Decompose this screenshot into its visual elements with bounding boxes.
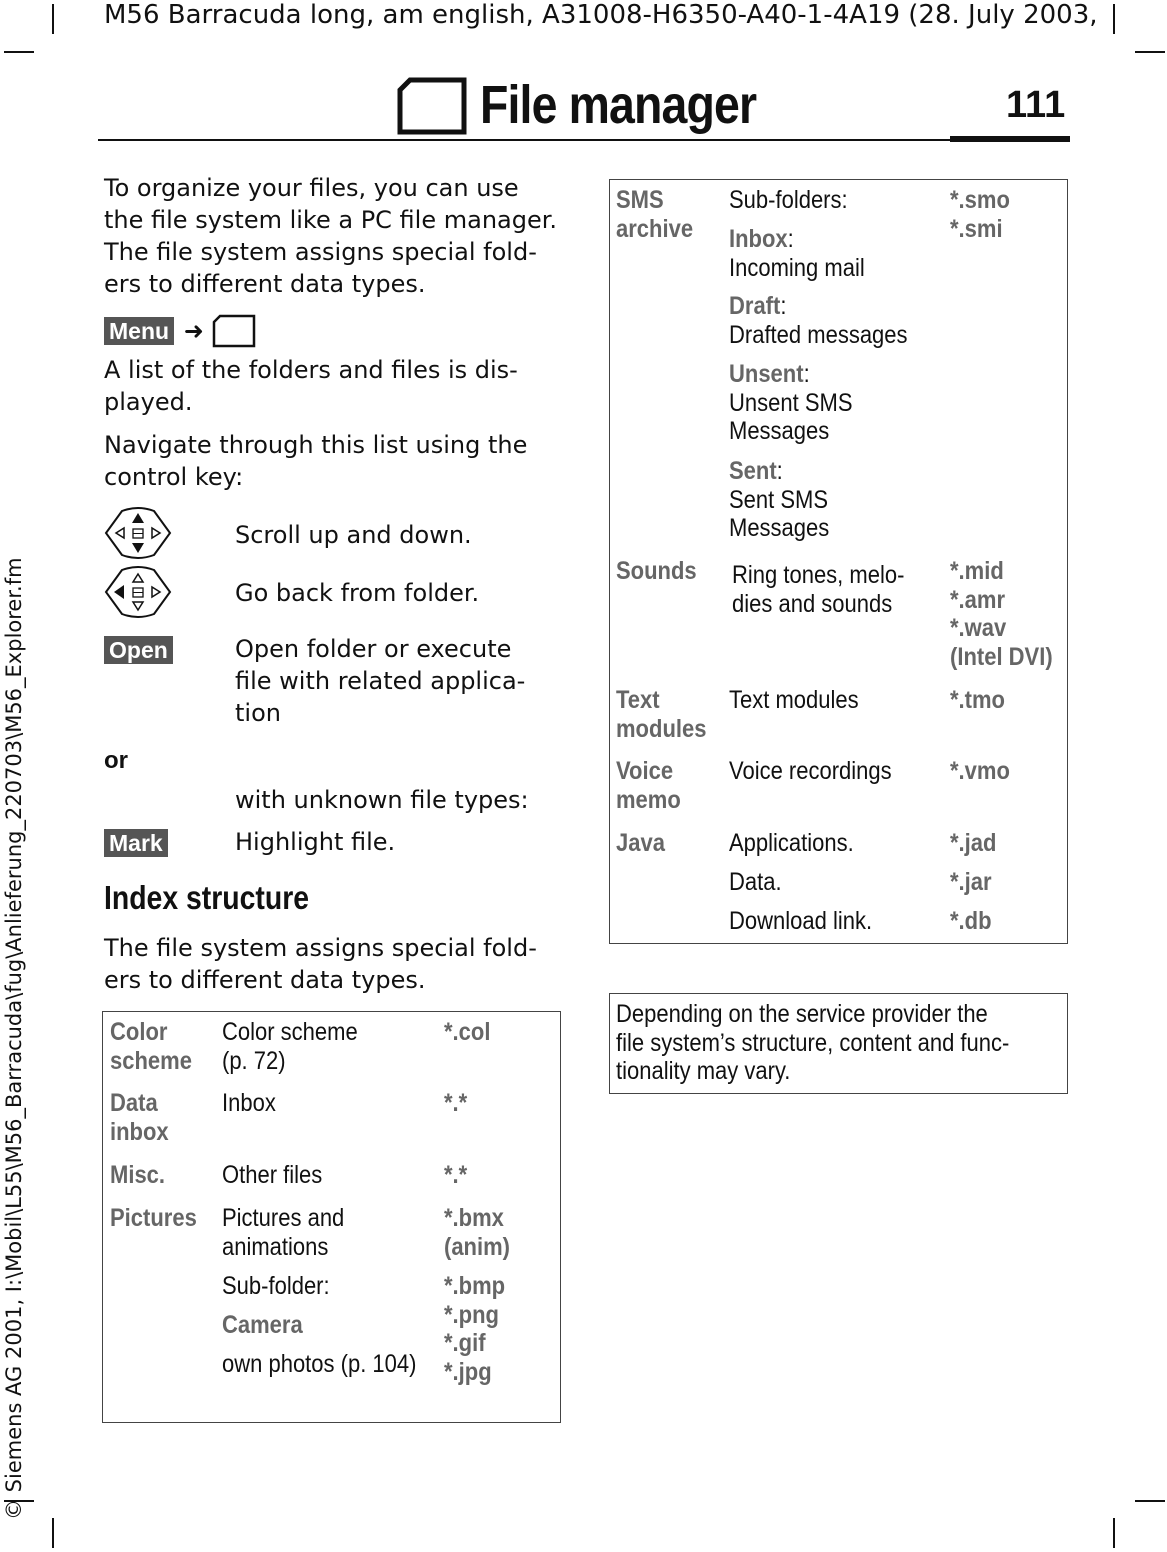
mark-description: Highlight file. <box>235 828 396 856</box>
ext-java-jar: *.jar <box>950 868 992 896</box>
arrow-icon: ➜ <box>183 317 204 345</box>
mark-key[interactable]: Mark <box>104 829 168 857</box>
desc-misc: Other files <box>222 1161 323 1189</box>
ext-pictures: *.bmx (anim) <box>444 1204 510 1261</box>
category-color-scheme: Color scheme <box>110 1018 192 1075</box>
folder-small-icon <box>211 313 257 349</box>
index-paragraph: The file system assigns special fold- ers to different data types. <box>104 934 537 994</box>
folder-icon <box>396 76 470 136</box>
ext-java-db: *.db <box>950 907 992 935</box>
page-number-rule <box>950 136 1070 142</box>
intro-paragraph: To organize your files, you can use the file system like a PC file manager. The file system assigns special fold- ers to different data types. <box>104 174 558 298</box>
page-title: File manager <box>480 75 757 135</box>
category-voice-memo: Voice memo <box>616 757 681 814</box>
page-number: 111 <box>1006 84 1066 126</box>
desc-java-applications: Applications. <box>729 829 854 857</box>
control-key-left-icon <box>102 564 174 620</box>
desc-data-inbox: Inbox <box>222 1089 276 1117</box>
running-head: M56 Barracuda long, am english, A31008-H6350-A40-1-4A19 (28. July 2003, <box>104 0 1098 30</box>
category-pictures: Pictures <box>110 1204 197 1232</box>
crop-mark <box>1113 1518 1115 1548</box>
category-sms-archive: SMS archive <box>616 186 694 243</box>
ext-sounds: *.mid *.amr *.wav (Intel DVI) <box>950 557 1053 671</box>
ext-data-inbox: *.* <box>444 1089 468 1117</box>
desc-pictures: Pictures and animations <box>222 1204 345 1261</box>
desc-pictures-subfolder: Sub-folder: <box>222 1272 330 1300</box>
category-text-modules: Text modules <box>616 686 707 743</box>
desc-text-modules: Text modules <box>729 686 859 714</box>
crop-mark <box>52 1518 54 1548</box>
open-description: Open folder or execute file with related applica- tion <box>235 635 526 727</box>
crop-mark <box>1135 51 1165 53</box>
note-text: Depending on the service provider the file system’s structure, content and func- tionality may vary. <box>616 1000 1010 1085</box>
subfolder-camera: Camera <box>222 1311 303 1339</box>
ext-color-scheme: *.col <box>444 1018 491 1046</box>
desc-java-download: Download link. <box>729 907 873 935</box>
ext-sms: *.smo *.smi <box>950 186 1010 243</box>
crop-mark <box>1113 4 1115 34</box>
side-copyright: © Siemens AG 2001, I:\Mobil\L55\M56_Barracuda\fug\Anlieferung_220703\M56_Explorer.fm <box>2 557 26 1520</box>
scroll-description: Scroll up and down. <box>235 521 472 549</box>
desc-java-data: Data. <box>729 868 782 896</box>
ext-java-jad: *.jad <box>950 829 997 857</box>
category-misc: Misc. <box>110 1161 166 1189</box>
subfolder-unsent: Unsent: Unsent SMS Messages <box>729 360 853 445</box>
navigate-paragraph: Navigate through this list using the control key: <box>104 431 528 491</box>
category-data-inbox: Data inbox <box>110 1089 169 1146</box>
open-key[interactable]: Open <box>104 636 173 664</box>
index-heading: Index structure <box>104 879 310 916</box>
crop-mark <box>1135 1500 1165 1502</box>
subfolder-sent: Sent: Sent SMS Messages <box>729 457 830 542</box>
subfolder-inbox: Inbox: Incoming mail <box>729 225 865 282</box>
menu-key[interactable]: Menu <box>104 317 174 345</box>
ext-pictures-subfolder: *.bmp *.png *.gif *.jpg <box>444 1272 506 1386</box>
subfolder-draft: Draft: Drafted messages <box>729 292 908 349</box>
category-sounds: Sounds <box>616 557 697 585</box>
desc-sounds: Ring tones, melo- dies and sounds <box>732 561 905 618</box>
list-paragraph: A list of the folders and files is dis- played. <box>104 356 518 416</box>
crop-mark <box>4 51 34 53</box>
desc-color-scheme: Color scheme (p. 72) <box>222 1018 358 1075</box>
crop-mark <box>52 4 54 34</box>
menu-path <box>104 315 206 347</box>
or-label: or <box>104 747 128 774</box>
title-rule <box>98 139 950 141</box>
unknown-types-description: with unknown file types: <box>235 786 529 814</box>
ext-text-modules: *.tmo <box>950 686 1005 714</box>
desc-voice-memo: Voice recordings <box>729 757 892 785</box>
ext-misc: *.* <box>444 1161 468 1189</box>
category-java: Java <box>616 829 665 857</box>
ext-voice-memo: *.vmo <box>950 757 1010 785</box>
desc-sms-subfolders: Sub-folders: <box>729 186 848 214</box>
control-key-updown-icon <box>102 505 174 561</box>
desc-own-photos: own photos (p. 104) <box>222 1350 417 1378</box>
back-description: Go back from folder. <box>235 579 480 607</box>
